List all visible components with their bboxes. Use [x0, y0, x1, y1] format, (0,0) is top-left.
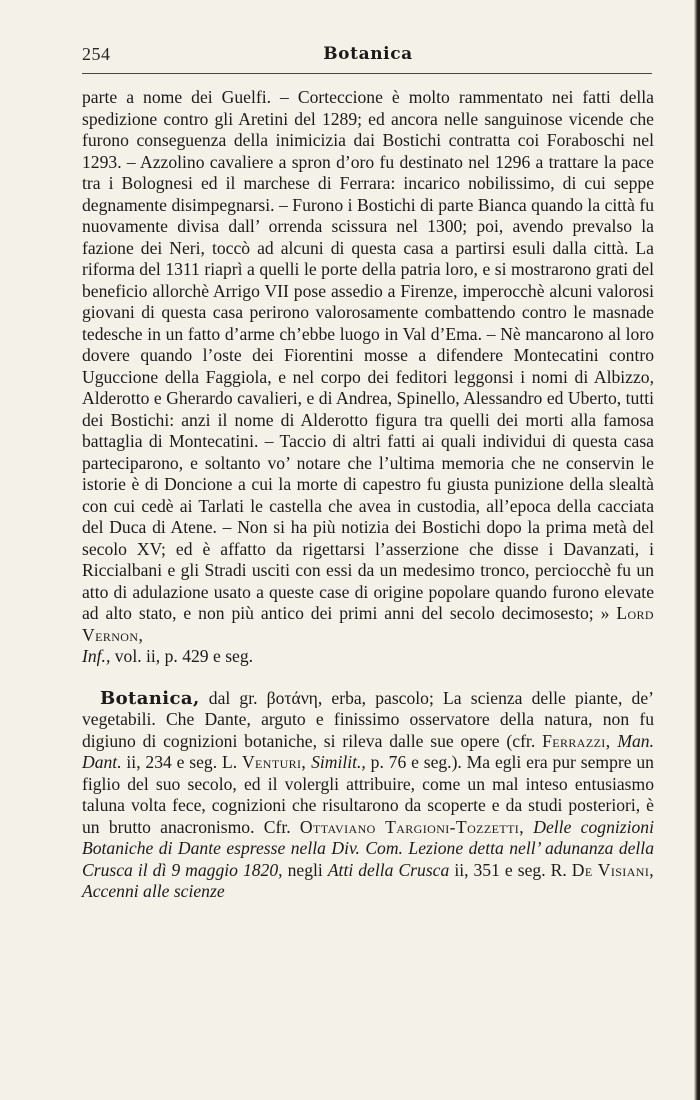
page-header	[82, 44, 654, 70]
author-venturi: Venturi,	[241, 752, 307, 772]
paragraph-text: parte a nome dei Guelfi. – Corteccione è molto rammentato nei fatti della spedizione contro gli Aretini del 1289; ed ancora nelle sanguinose vicende che furono conseguenza della inimicizia dai Bostichi contratta coi Foraboschi nel 1293. – Azzolino cavaliere a spron d’oro fu destinato nel 1296 a trattare la pace tra i Bolognesi ed il marchese di Ferrara: incarico nobilissimo, di cui seppe degnamente disimpegnarsi. – Furono i Bostichi di parte Bianca quando la città fu nuovamente divisa dall’ orrenda scissura nel 1300; poi, avendo prevalso la fazione dei Neri, toccò ad alcuni di questa casa a partirsi esuli dalla città. La riforma del 1311 riaprì a quelli le porte della patria loro, e si mostrarono grati del beneficio allorchè Arrigo VII pose assedio a Firenze, imperocchè alcuni valorosi giovani di questa casa perirono valorosamente combattendo contro le masnade tedesche in un fatto d’arme ch’ebbe luogo in Val d’Ema. – Nè mancarono al loro dovere quando l’oste dei Fiorentini mosse a difendere Montecatini contro Uguccione della Faggiola, e nel corpo dei feditori leggonsi i nomi di Albizzo, Alderotto e Gherardo cavalieri, e di Andrea, Spinello, Alessandro ed Uberto, tutti dei Bostichi: anzi il nome di Alderotto figura tra quelli dei morti alla famosa battaglia di Montecatini. – Taccio di altri fatti ai quali individui di questa casa parteciparono, e soltanto vo’ notare che l’ultima memoria che ne conservin le istorie è di Doncione a cui la morte di capestro fu giusta punizione della slealtà con cui cedè ai Tarlati le castella che avea in custodia, all’epoca della cacciata del Duca di Atene. – Non si ha più notizia dei Bostichi dopo la prima metà del secolo XV; ed è affatto da rigettarsi l’asserzione che disse i Davanzati, i Riccialbani e gli Stradi usciti con essi da un medesimo tronco, perciocchè fu un atto di adulazione usato a queste case di origine popolare quando furono elevate ad alto stato, e non più antico dei primi anni del secolo decimosesto; »	[82, 87, 654, 623]
entry-text-2: p. 76 e seg.). Ma egli era pur sempre un figlio del suo secolo, ed il volergli attribuire, come un mal inteso entusiasmo taluna volta fece, cognizioni che risultarono da scoperte e da studi posteriori, è un brutto anacronismo. Cfr.	[82, 752, 654, 837]
entry-text-1: dal gr. βοτάνη, erba, pascolo; La scienza delle piante, de’ vegetabili. Che Dante, arguto e finissimo osservatore della natura, non fu digiuno di cognizioni botaniche, si rileva dalle sue opere (cfr.	[82, 687, 654, 751]
page-body	[82, 87, 654, 903]
work-man-dant: Man. Dant.	[82, 730, 654, 772]
author-targioni-tozzetti: Ottaviano Targioni-Tozzetti,	[299, 816, 524, 837]
work-title: Inf.,	[82, 646, 111, 666]
entry-headword: Botanica,	[100, 687, 200, 709]
author-de-visiani: De Visiani,	[571, 859, 655, 880]
paragraph-bostichi	[82, 87, 654, 668]
work-atti-crusca: Atti della Crusca	[327, 859, 450, 880]
entry-botanica	[82, 688, 654, 903]
author-ferrazzi: Ferrazzi,	[542, 730, 611, 751]
entry-text-3: negli	[287, 859, 323, 880]
citation-atti: ii, 351 e seg. R.	[454, 859, 567, 880]
work-similit: Similit.,	[311, 752, 366, 772]
citation-ferrazzi: ii, 234 e seg. L.	[126, 752, 238, 772]
citation-ref: vol. ii, p. 429 e seg.	[114, 646, 254, 666]
page-number: 254	[82, 44, 111, 64]
author-name: Lord Vernon,	[82, 603, 654, 645]
work-accenni: Accenni alle scienze	[82, 881, 225, 901]
page-edge-shadow	[694, 0, 700, 1100]
header-rule	[82, 73, 652, 74]
running-head: Botanica	[323, 44, 413, 64]
work-delle-cognizioni: Delle cognizioni Botaniche di Dante espresse nella Div. Com. Lezione detta nell’ adunanza della Crusca il dì 9 maggio 1820,	[82, 816, 654, 880]
